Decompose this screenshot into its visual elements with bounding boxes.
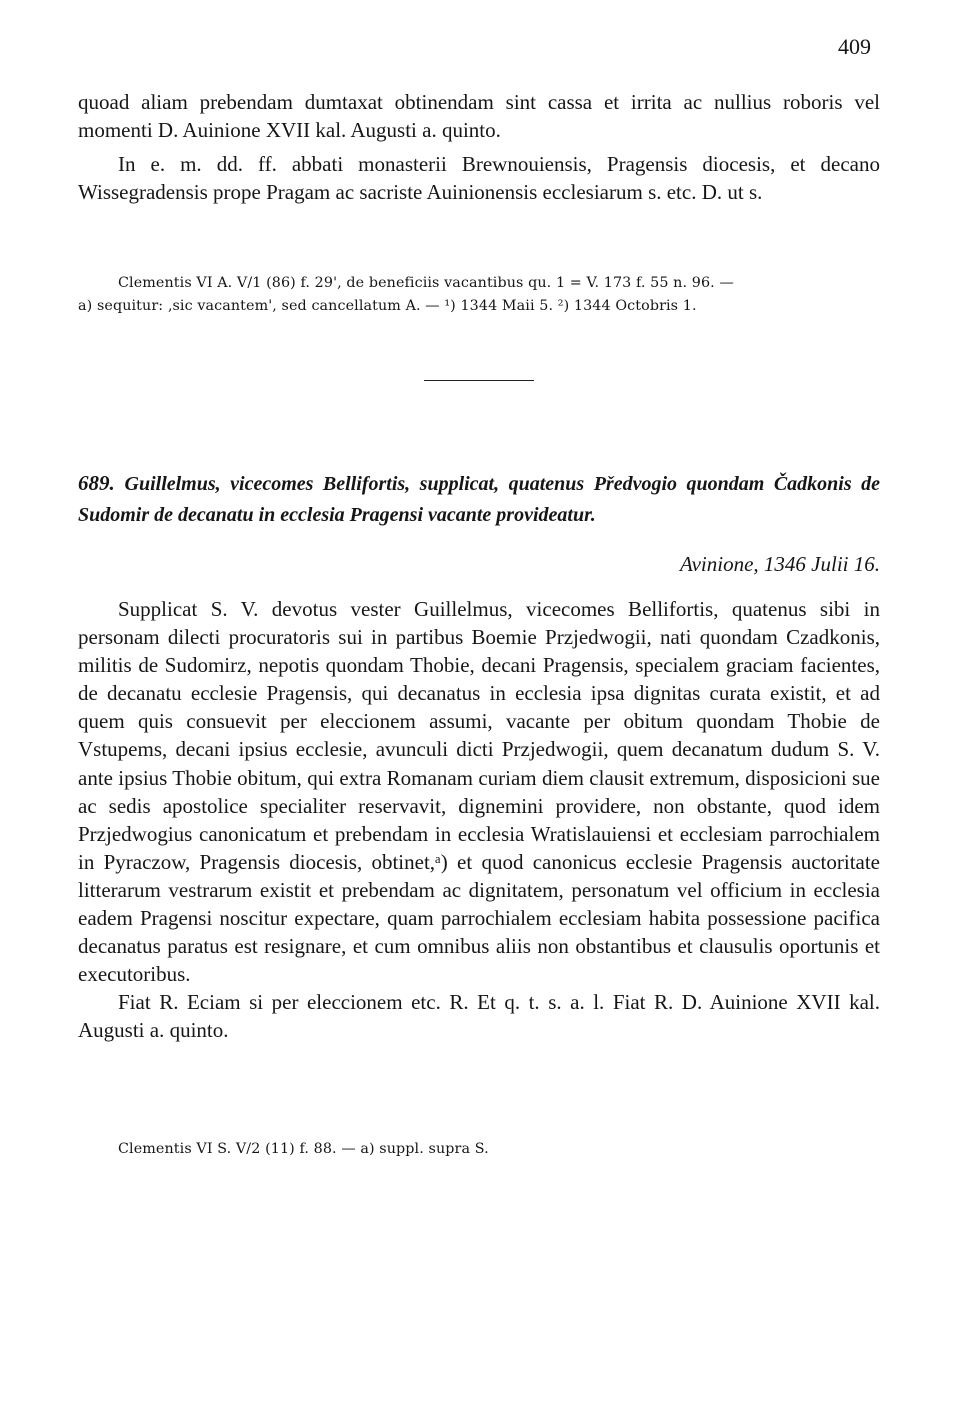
- continuation-paragraph: quoad aliam prebendam dumtaxat obtinendam sint cassa et irrita ac nullius roboris vel momenti D. Auinione XVII kal. Augusti a. quinto.: [78, 90, 880, 143]
- entry-regest-text: Guillelmus, vicecomes Bellifortis, supplicat, quatenus Předvogio quondam Čadkonis de Sudomir de decanatu in ecclesia Pragensi vacante provideatur.: [78, 473, 881, 526]
- entry-date: Avinione, 1346 Julii 16.: [679, 552, 880, 576]
- section-divider: [424, 380, 534, 381]
- footnote-line: Clementis VI A. V/1 (86) f. 29', de beneficiis vacantibus qu. 1 = V. 173 f. 55 n. 96. —: [118, 275, 734, 291]
- continuation-paragraph: In e. m. dd. ff. abbati monasterii Brewnouiensis, Pragensis diocesis, et decano Wissegradensis prope Pragam ac sacriste Auinionensis ecclesiarum s. etc. D. ut s.: [78, 152, 880, 205]
- entry-source-note: [78, 1138, 880, 1161]
- entry-body: [78, 595, 880, 1045]
- entry-regest: [78, 468, 880, 531]
- page-number: 409: [838, 34, 871, 59]
- continuation-footnotes: [78, 272, 880, 318]
- entry-number: 689.: [78, 471, 125, 495]
- footnote-line: a) sequitur: ‚sic vacantem', sed cancellatum A. — ¹) 1344 Maii 5. ²) 1344 Octobris 1.: [78, 298, 697, 314]
- entry-text: Supplicat S. V. devotus vester Guillelmus, vicecomes Bellifortis, quatenus sibi in personam dilecti procuratoris sui in partibus Boemie Przjedwogii, nati quondam Czadkonis, militis de Sudomirz, nepotis quondam Thobie, decani Pragensis, specialem graciam facientes, de decanatu ecclesie Pragensis, qui decanatus in ecclesia ipsa dignitas curata existit, et ad quem quis consuevit per eleccionem assumi, vacante per obitum quondam Thobie de Vstupems, decani ipsius ecclesie, avunculi dicti Przjedwogii, quem decanatum dudum S. V. ante ipsius Thobie obitum, qui extra Romanam curiam diem clausit extremum, disposicioni sue ac sedis apostolice specialiter reservavit, dignemini providere, non obstante, quod idem Przjedwogius canonicatum et prebendam in ecclesia Wratislauiensi et ecclesiam parrochialem in Pyraczow, Pragensis diocesis, obtinet,ᵃ) et quod canonicus ecclesie Pragensis auctoritate litterarum vestrarum existit et prebendam ac dignitatem, personatum vel officium in ecclesia eadem Pragensi noscitur expectare, quam parrochialem ecclesiam habita possessione pacifica decanatus paratus est resignare, et cum omnibus aliis non obstantibus et clausulis oportunis et executoribus.: [78, 597, 880, 987]
- entry-fiat: Fiat R. Eciam si per eleccionem etc. R. Et q. t. s. a. l. Fiat R. D. Auinione XVII kal. Augusti a. quinto.: [78, 990, 880, 1043]
- source-note-line: Clementis VI S. V/2 (11) f. 88. — a) suppl. supra S.: [118, 1141, 489, 1157]
- continuation-text: [78, 88, 880, 206]
